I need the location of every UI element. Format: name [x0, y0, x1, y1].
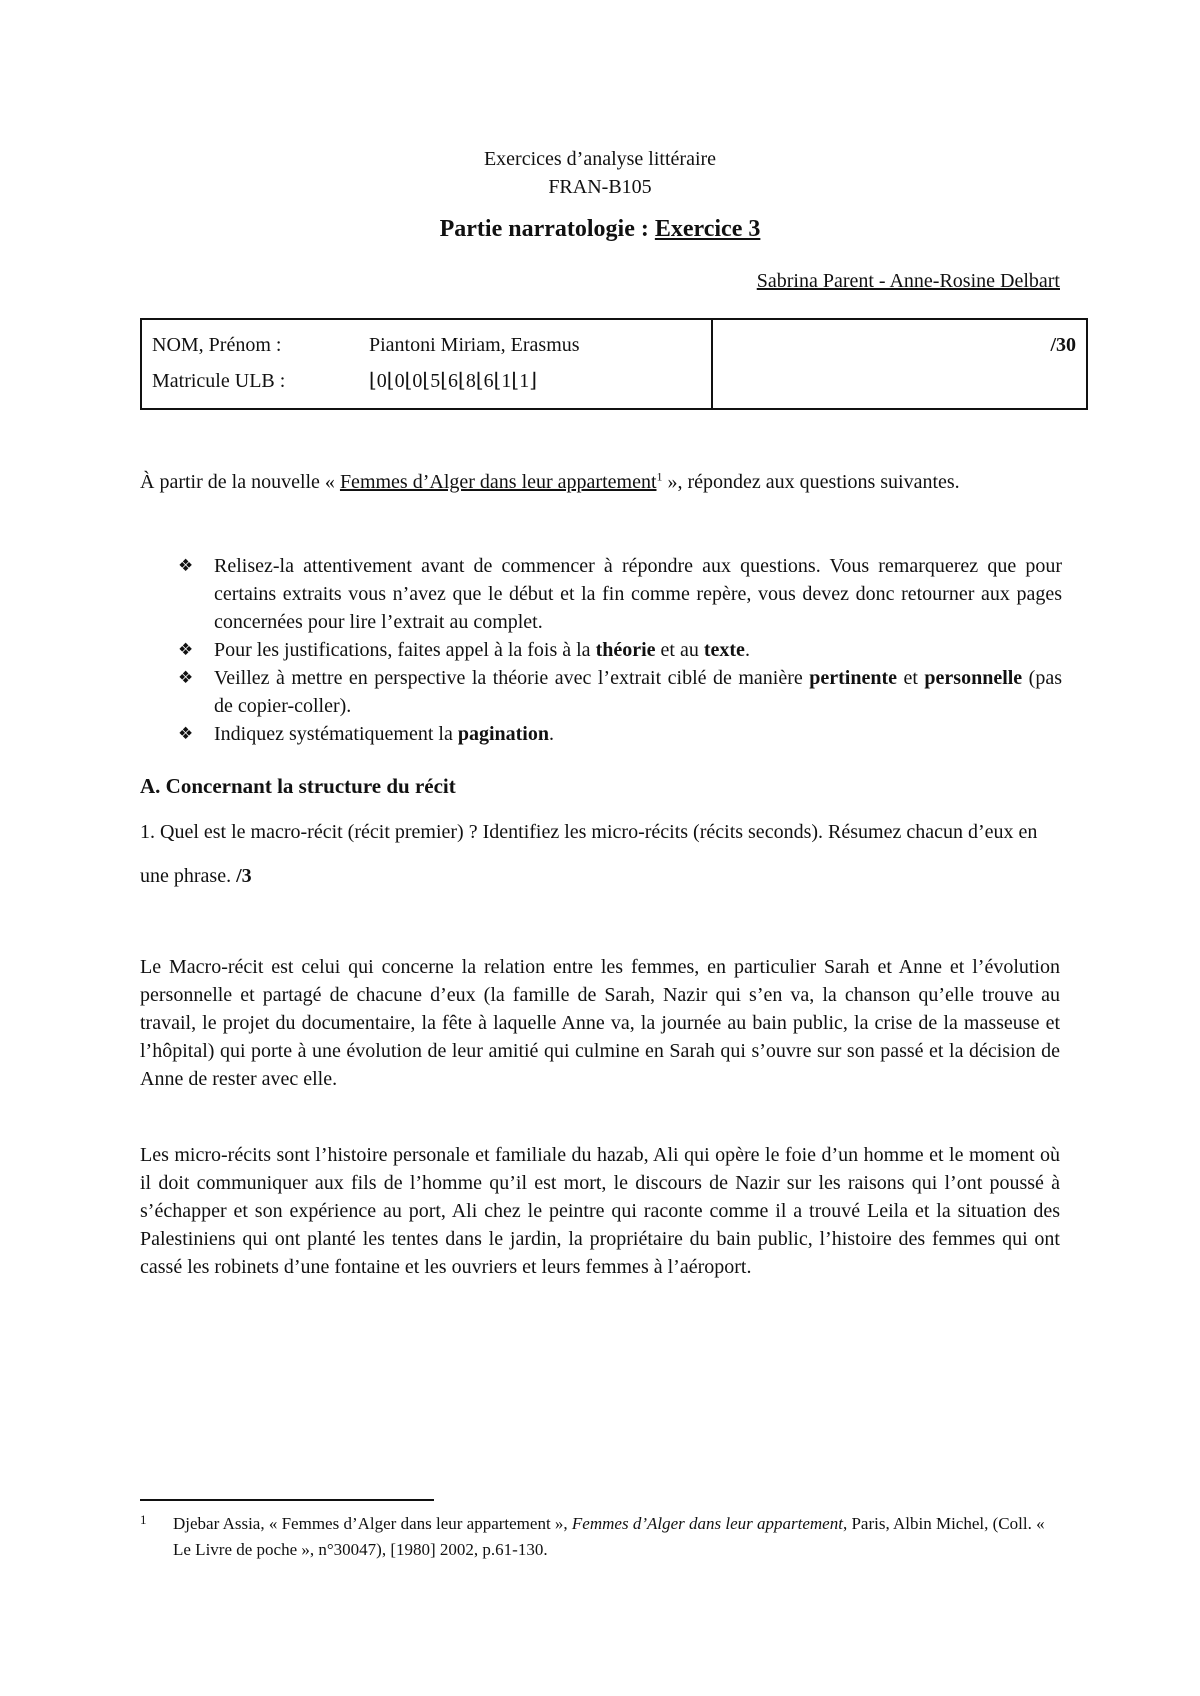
instruction-text: Relisez-la attentivement avant de commencer à répondre aux questions. Vous remarquerez que pour certains extraits vous n’avez que le début et la fin comme repère, vous devez donc retourner aux pages concernées pour lire l’extrait au complet. [214, 555, 1062, 633]
footnote-citation-end: , Paris, Albin Michel, (Coll. « Le Livre de poche », n°30047), [1980] 2002, p.61-130. [173, 1514, 1045, 1559]
footnote-book-title: Femmes d’Alger dans leur appartement [571, 1514, 843, 1533]
instruction-text: et au [655, 639, 704, 661]
diamond-bullet-icon: ❖ [178, 724, 194, 744]
course-title: Exercices d’analyse littéraire [483, 148, 717, 170]
answer-paragraph-micro: Les micro-récits sont l’histoire personale et familiale du hazab, Ali qui opère le foie d’un homme et le moment où il doit communiquer aux fils de l’homme qu’il est mort, le discours de Nazir sur les raisons qui l’ont poussé à s’échapper et son expérience au port, Ali chez le peintre qui raconte comme il a trouvé Leila et la situation des Palestiniens qui ont planté les tentes dans le jardin, la propriétaire du bain public, l’histoire des femmes qui ont cassé les robinets d’une fontaine et les ouvriers et leurs femmes à l’aéroport. [140, 1144, 1060, 1278]
instruction-text: Veillez à mettre en perspective la théorie avec l’extrait ciblé de manière [214, 667, 810, 689]
total-score: /30 [1050, 334, 1076, 356]
instruction-keyword: pertinente [809, 667, 897, 689]
instruction-text: . [744, 639, 750, 661]
exercise-number: Exercice 3 [654, 216, 761, 242]
question-1 [140, 810, 1060, 898]
instruction-text: . [548, 723, 554, 745]
instruction-keyword: théorie [595, 639, 656, 661]
name-value: Piantoni Miriam, Erasmus [369, 334, 580, 356]
footnote-reference: 1 [656, 469, 663, 484]
instructions-list [178, 552, 1062, 748]
instruction-item [178, 664, 1062, 720]
name-label: NOM, Prénom : [152, 334, 282, 356]
diamond-bullet-icon: ❖ [178, 556, 194, 576]
student-id-value: ⌊0⌊0⌊0⌊5⌊6⌊8⌊6⌊1⌊1⌋ [369, 370, 538, 392]
instruction-item [178, 636, 1062, 664]
exercise-part-label: Partie narratologie : [439, 216, 655, 242]
authors: Sabrina Parent - Anne-Rosine Delbart [756, 270, 1060, 292]
instruction-text: Pour les justifications, faites appel à la fois à la [214, 639, 596, 661]
student-info-box [140, 318, 1088, 410]
intro-text-start: À partir de la nouvelle « [140, 471, 340, 493]
footnote-number: 1 [140, 1512, 147, 1527]
question-points: /3 [236, 865, 252, 887]
footnote-text [173, 1511, 1060, 1563]
instruction-item [178, 720, 1062, 748]
exercise-title [0, 214, 1200, 244]
section-title: A. Concernant la structure du récit [140, 774, 456, 798]
intro-paragraph [140, 468, 1060, 497]
answer-paragraph-macro: Le Macro-récit est celui qui concerne la relation entre les femmes, en particulier Sarah et Anne et l’évolution personnelle et partagé de chacune d’eux (la famille de Sarah, Nazir qui s’en va, la chanson qu’elle trouve au travail, le projet du documentaire, la fête à laquelle Anne va, la journée au bain public, la crise de la masseuse et l’hôpital) qui porte à une évolution de leur amitié qui culmine en Sarah qui s’ouvre sur son passé et la décision de Anne de rester avec elle. [140, 956, 1060, 1090]
footnote-citation-start: Djebar Assia, « Femmes d’Alger dans leur appartement », [173, 1514, 572, 1533]
info-box-divider [711, 320, 713, 408]
footnote-separator [140, 1499, 434, 1501]
instruction-keyword: pagination [457, 723, 549, 745]
course-code: FRAN-B105 [548, 176, 652, 198]
work-title: Femmes d’Alger dans leur appartement [339, 471, 657, 493]
student-id-label: Matricule ULB : [152, 370, 286, 392]
instruction-text: Indiquez systématiquement la [214, 723, 458, 745]
instruction-text: (pas de copier-coller). [214, 667, 1062, 717]
instruction-keyword: texte [703, 639, 745, 661]
diamond-bullet-icon: ❖ [178, 668, 194, 688]
diamond-bullet-icon: ❖ [178, 640, 194, 660]
instruction-keyword: personnelle [924, 667, 1023, 689]
question-text: 1. Quel est le macro-récit (récit premier) ? Identifiez les micro-récits (récits seconds). Résumez chacun d’eux en une phrase. [140, 821, 1038, 887]
instruction-text: et [897, 667, 925, 689]
instruction-item [178, 552, 1062, 636]
intro-text-end: », répondez aux questions suivantes. [662, 471, 960, 493]
